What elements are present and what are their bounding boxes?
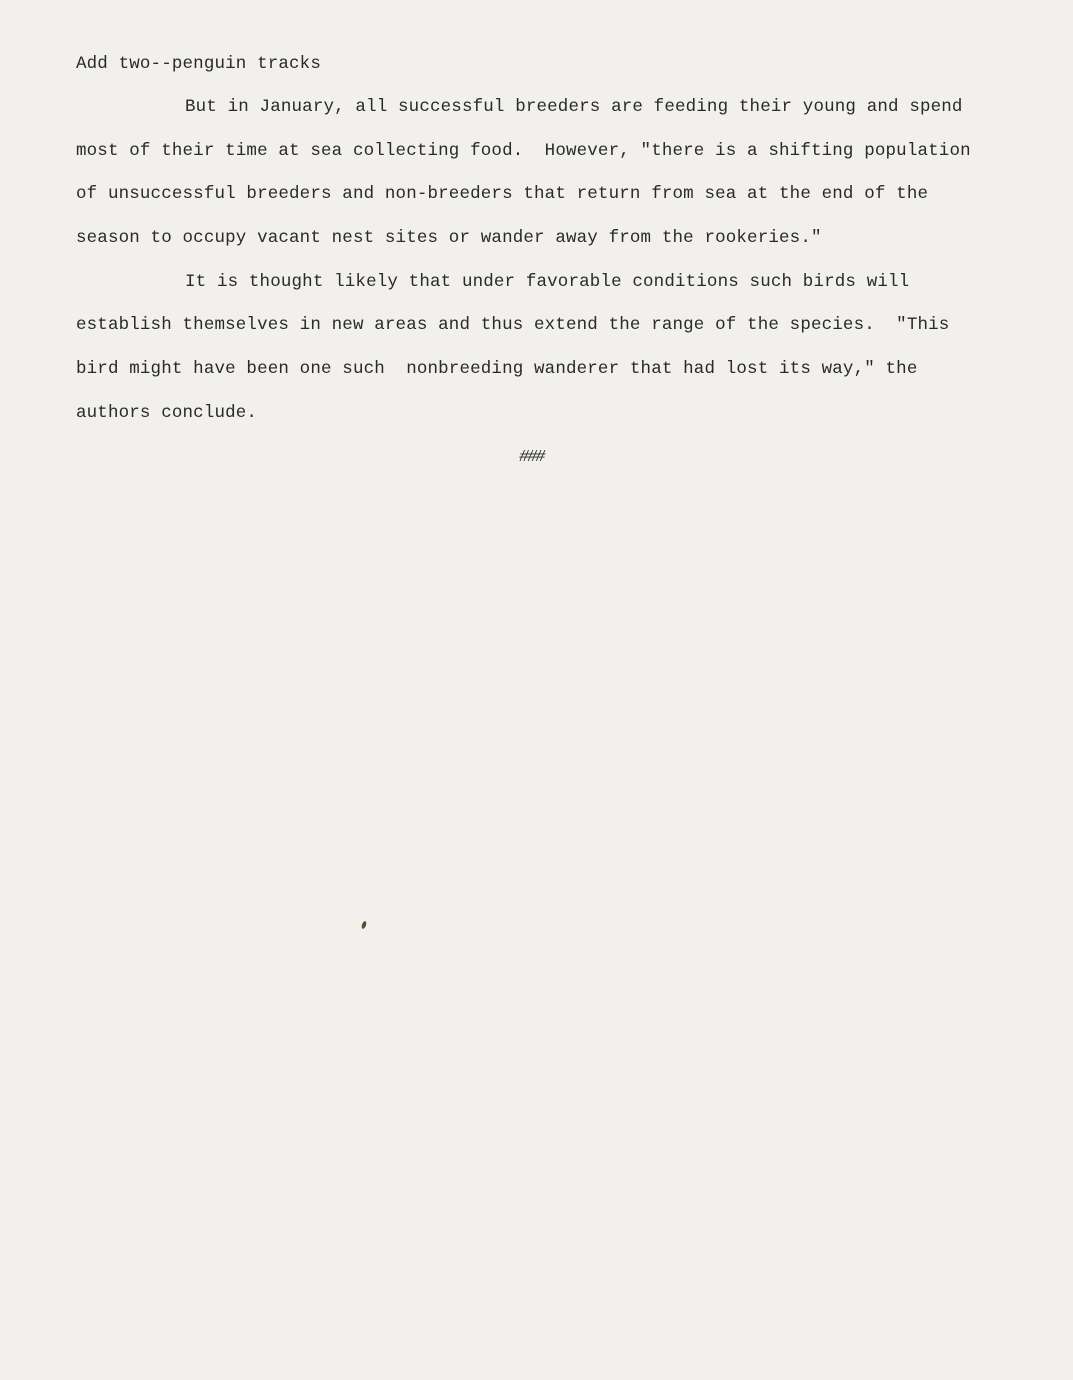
paragraph-1-line-1: But in January, all successful breeders are feeding their young and spend [185,97,963,117]
paragraph-2-line-1: It is thought likely that under favorable conditions such birds will [185,272,910,292]
paragraph-1-line-2: most of their time at sea collecting food. However, "there is a shifting population [76,141,971,161]
paragraph-2-line-4: authors conclude. [76,403,258,423]
paragraph-2-line-2: establish themselves in new areas and thus extend the range of the species. "This [76,315,950,335]
paragraph-1-line-4: season to occupy vacant nest sites or wander away from the rookeries." [76,228,822,248]
paragraph-1-line-3: of unsuccessful breeders and non-breeders that return from sea at the end of the [76,184,929,204]
page-heading: Add two--penguin tracks [76,54,321,74]
ink-speck [361,921,367,930]
paragraph-2-line-3: bird might have been one such nonbreeding wanderer that had lost its way," the [76,359,918,379]
end-mark: ### [519,448,544,467]
